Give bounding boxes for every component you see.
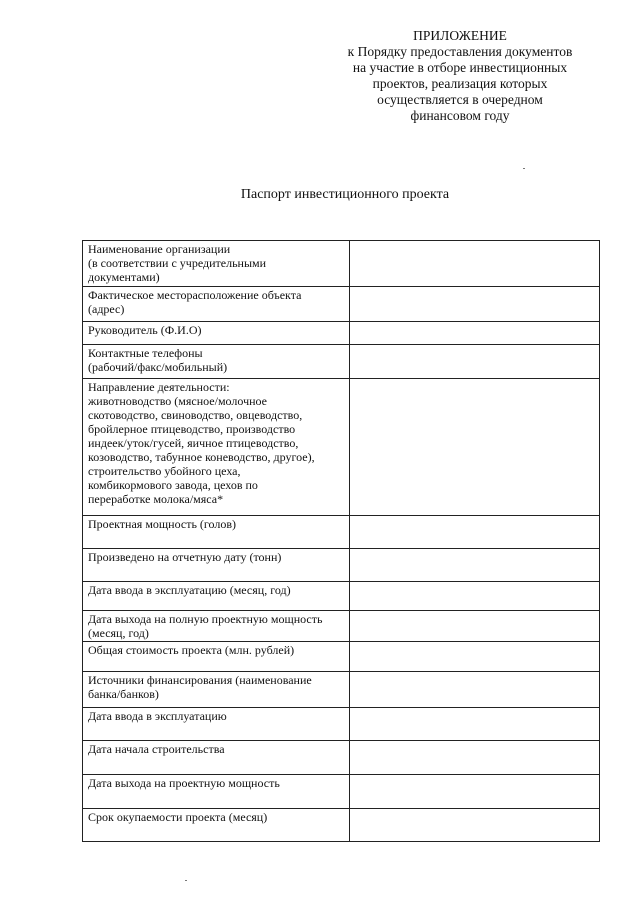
row-value-field[interactable] [350,241,600,287]
header-line: осуществляется в очередном [377,92,543,107]
row-value-field[interactable] [350,287,600,322]
table-row [83,241,600,287]
row-value-field[interactable] [350,708,600,741]
row-label [83,241,350,287]
row-value-field[interactable] [350,672,600,708]
row-label [83,516,350,549]
row-label-line: козоводство, табунное коневодство, другое), [88,450,315,464]
row-label [83,549,350,582]
row-label-line: Контактные телефоны [88,346,203,360]
row-label-line: Дата ввода в эксплуатацию (месяц, год) [88,583,291,597]
row-label-line: (адрес) [88,302,125,316]
row-label-line: Фактическое месторасположение объекта [88,288,302,302]
row-label-line: банка/банков) [88,687,159,701]
row-label-line: Дата выхода на полную проектную мощность [88,612,323,626]
row-label-line: (месяц, год) [88,626,149,640]
row-value-field[interactable] [350,516,600,549]
row-label [83,642,350,672]
table-row [83,322,600,345]
row-label [83,809,350,842]
row-value-field[interactable] [350,379,600,516]
table-row [83,775,600,809]
row-value-field[interactable] [350,741,600,775]
row-label [83,672,350,708]
row-label-line: документами) [88,270,160,284]
row-label-line: строительство убойного цеха, [88,464,241,478]
row-value-field[interactable] [350,549,600,582]
row-label-line: Руководитель (Ф.И.О) [88,323,202,337]
row-label-line: Дата выхода на проектную мощность [88,776,280,790]
header-line: на участие в отборе инвестиционных [352,60,568,75]
table-row [83,741,600,775]
row-label [83,775,350,809]
row-label-line: Направление деятельности: [88,380,230,394]
row-value-field[interactable] [350,775,600,809]
row-label [83,582,350,611]
table-row [83,642,600,672]
row-label-line: скотоводство, свиноводство, овцеводство, [88,408,303,422]
row-label-line: бройлерное птицеводство, производство [88,422,296,436]
header-line: ПРИЛОЖЕНИЕ [413,28,507,43]
row-label-line: (в соответствии с учредительными [88,256,267,270]
row-label-line: Произведено на отчетную дату (тонн) [88,550,282,564]
row-value-field[interactable] [350,345,600,379]
row-label [83,741,350,775]
passport-table-body [83,241,600,842]
row-label [83,611,350,642]
table-row [83,809,600,842]
row-value-field[interactable] [350,322,600,345]
row-label [83,345,350,379]
row-label-line: (рабочий/факс/мобильный) [88,360,228,374]
row-label-line: животноводство (мясное/молочное [88,394,268,408]
row-value-field[interactable] [350,611,600,642]
row-label-line: Наименование организации [88,242,231,256]
table-row [83,345,600,379]
row-label [83,287,350,322]
row-label [83,322,350,345]
row-label-line: Дата начала строительства [88,742,225,756]
row-label-line: Общая стоимость проекта (млн. рублей) [88,643,295,657]
table-row [83,708,600,741]
table-row [83,549,600,582]
passport-table [82,240,600,842]
row-label-line: переработке молока/мяса* [88,492,224,506]
table-row [83,287,600,322]
row-label [83,708,350,741]
table-row [83,516,600,549]
row-value-field[interactable] [350,642,600,672]
header-line: проектов, реализация которых [372,76,548,91]
row-label [83,379,350,516]
row-value-field[interactable] [350,809,600,842]
scan-speck [523,168,525,169]
document-title: Паспорт инвестиционного проекта [240,187,450,202]
table-row [83,672,600,708]
row-label-line: Проектная мощность (голов) [88,517,237,531]
scan-speck [185,880,187,881]
appendix-header [325,28,595,124]
header-line: к Порядку предоставления документов [347,44,573,59]
row-label-line: Срок окупаемости проекта (месяц) [88,810,268,824]
row-label-line: индеек/уток/гусей, яичное птицеводство, [88,436,299,450]
header-line: финансовом году [410,108,510,123]
row-label-line: Дата ввода в эксплуатацию [88,709,227,723]
table-row [83,611,600,642]
row-label-line: Источники финансирования (наименование [88,673,312,687]
table-row [83,379,600,516]
row-value-field[interactable] [350,582,600,611]
table-row [83,582,600,611]
row-label-line: комбикормового завода, цехов по [88,478,258,492]
